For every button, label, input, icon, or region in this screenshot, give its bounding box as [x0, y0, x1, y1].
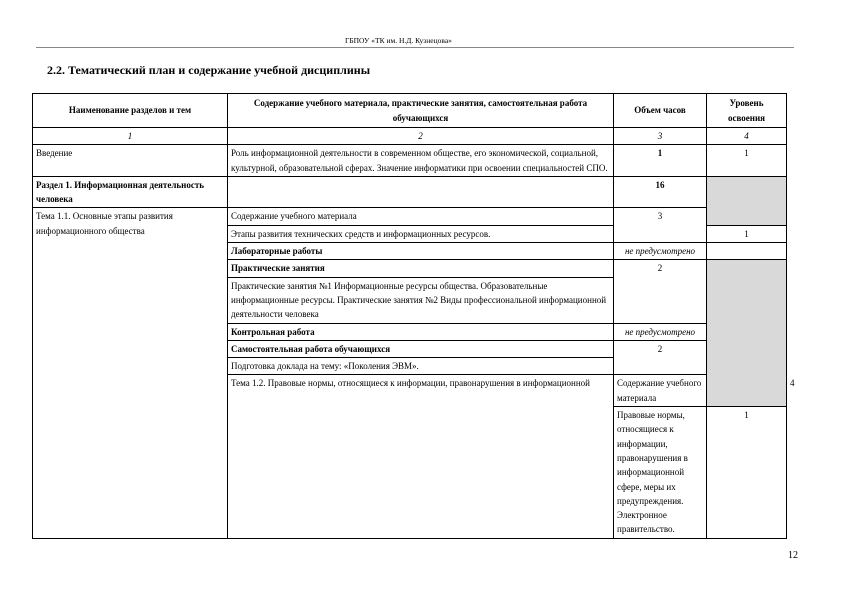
topic11-self-label: Самостоятельная работа обучающихся: [228, 340, 614, 357]
section1-hours: 16: [614, 176, 707, 208]
section1-empty: [228, 176, 614, 208]
topic11-name: Тема 1.1. Основные этапы развития информационного общества: [33, 208, 228, 538]
header-cell-level: Уровень освоения: [707, 94, 787, 128]
topic11-lab-label: Лабораторные работы: [228, 243, 614, 260]
header-cell-content: Содержание учебного материала, практические занятия, самостоятельная работа обучающихся: [228, 94, 614, 128]
table-row-topic12-content: Тема 1.2. Правовые нормы, относящиеся к информации, правонарушения в информационной Содержание учебного материала 4: [33, 375, 787, 407]
page-title: 2.2. Тематический план и содержание учебной дисциплины: [47, 63, 371, 77]
topic11-control-hours: не предусмотрено: [614, 323, 707, 340]
intro-hours: 1: [614, 145, 707, 177]
header-divider: [36, 47, 794, 48]
topic11-lab-hours: не предусмотрено: [614, 243, 707, 260]
topic11-self-hours: 2: [614, 340, 707, 375]
topic11-practice-items: Практические занятия №1 Информационные ресурсы общества. Образовательные информационные ресурсы. Практические занятия №2 Виды профессиональной информационной деятельности человека: [228, 277, 614, 323]
table-header-row: [33, 94, 787, 128]
topic11-self-item: Подготовка доклада на тему: «Поколения ЭВМ».: [228, 358, 614, 375]
topic11-content-item: Этапы развития технических средств и информационных ресурсов.: [228, 225, 614, 242]
intro-content: Роль информационной деятельности в современном обществе, его экономической, социальной, культурной, образовательной сферах. Значение информатики при освоении специальностей СПО.: [228, 145, 614, 177]
topic11-control-label: Контрольная работа: [228, 323, 614, 340]
topic11-practice-hours: 2: [614, 260, 707, 323]
section1-level-shaded: [707, 176, 787, 225]
topic11-practice-label: Практические занятия: [228, 260, 614, 277]
column-number-row: [33, 128, 787, 145]
section1-name: Раздел 1. Информационная деятельность человека: [33, 176, 228, 208]
topic12-content-item: Правовые нормы, относящиеся к информации, правонарушения в информационной сфере, меры их предупреждения. Электронное правительство.: [614, 407, 707, 539]
col-number: 3: [614, 128, 707, 145]
topic11-content-hours: 3: [614, 208, 707, 243]
topic12-name: Тема 1.2. Правовые нормы, относящиеся к информации, правонарушения в информационной: [228, 375, 614, 538]
topic12-content-level: 1: [707, 407, 787, 539]
table-row-topic11-content: [33, 208, 787, 225]
document-header: ГБПОУ «ТК им. Н.Д. Кузнецова»: [345, 36, 452, 45]
intro-level: 1: [707, 145, 787, 177]
col-number: 4: [707, 128, 787, 145]
header-cell-name: Наименование разделов и тем: [33, 94, 228, 128]
table-row-section1: [33, 176, 787, 208]
intro-name: Введение: [33, 145, 228, 177]
topic11-level-shaded: [707, 260, 787, 407]
col-number: 1: [33, 128, 228, 145]
topic11-lab-level: [707, 243, 787, 260]
page-number: 12: [788, 550, 798, 561]
thematic-plan-table: [32, 93, 795, 539]
topic12-content-label: Содержание учебного материала: [614, 375, 707, 407]
topic11-content-label: Содержание учебного материала: [228, 208, 614, 225]
header-cell-hours: Объем часов: [614, 94, 707, 128]
topic11-content-level: 1: [707, 225, 787, 242]
col-number: 2: [228, 128, 614, 145]
table-row-intro: [33, 145, 787, 177]
